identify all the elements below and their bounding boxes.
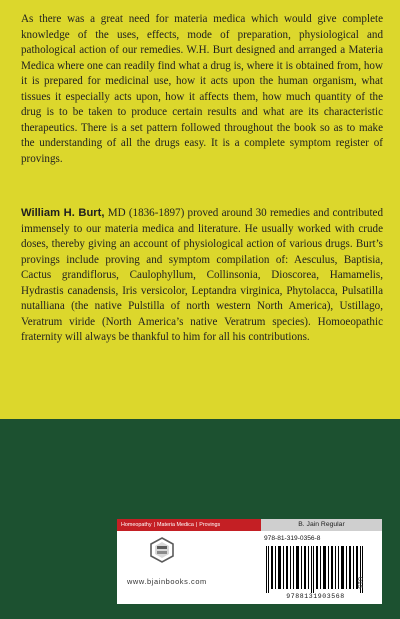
category-bar: [117, 519, 261, 531]
description-paragraph-1: As there was a great need for materia medica which would give complete knowledge of the uses, effects, mode of preparation, physiological and pathological action of our remedies. W.H. Burt designed and arranged a Materia Medica where one can readily find what a drug is, where it is obtained from, how it is prepared for medicinal use, how it acts upon the human organism, what tissues it especially acts upon, how it affects them, how much quantity of the drug is to be taken to produce certain results and what are its characteristic therapeutics. There is a set pattern followed throughout the book so as to make the understanding of all the drugs easy. It is a complete symptom register of provings.: [21, 13, 383, 165]
category-separator: |: [195, 522, 198, 528]
category-separator: |: [153, 522, 155, 528]
category-provings: Provings: [199, 522, 221, 528]
publisher-label: [117, 519, 382, 604]
website-url: www.bjainbooks.com: [127, 577, 207, 586]
product-code: 015: [356, 577, 363, 589]
publisher-tag: B. Jain Regular: [261, 519, 382, 531]
barcode-icon: [265, 546, 365, 593]
publisher-logo-icon: [149, 537, 175, 563]
category-materia-medica: Materia Medica: [156, 522, 194, 528]
category-homeopathy: Homeopathy: [121, 522, 152, 528]
description-paragraph-2: [21, 206, 383, 346]
barcode-number: 9788131903568: [286, 593, 345, 600]
isbn: 978-81-319-0356-8: [264, 535, 321, 542]
author-name: William H. Burt,: [21, 207, 105, 219]
author-bio: MD (1836-1897) proved around 30 remedies and contributed immensely to our materia medica and literature. He usually worked with crude doses, thereby giving an account of physiological action of various drugs. Burt’s provings include proving and symptom compilation of: Aesculus, Baptisia, Cactus grandiflorus, Caulophyllum, Collinsonia, Dioscorea, Hamamelis, Hydrastis canadensis, Iris versicolor, Leptandra virginica, Phytolacca, Pulsatilla nutalliana (the native Pulstilla of north western North America), Ustillago, Veratrum viride (North America’s native Veratrum species). Homoeopathic fraternity will always be thankful to him for all his contributions.: [21, 207, 383, 343]
